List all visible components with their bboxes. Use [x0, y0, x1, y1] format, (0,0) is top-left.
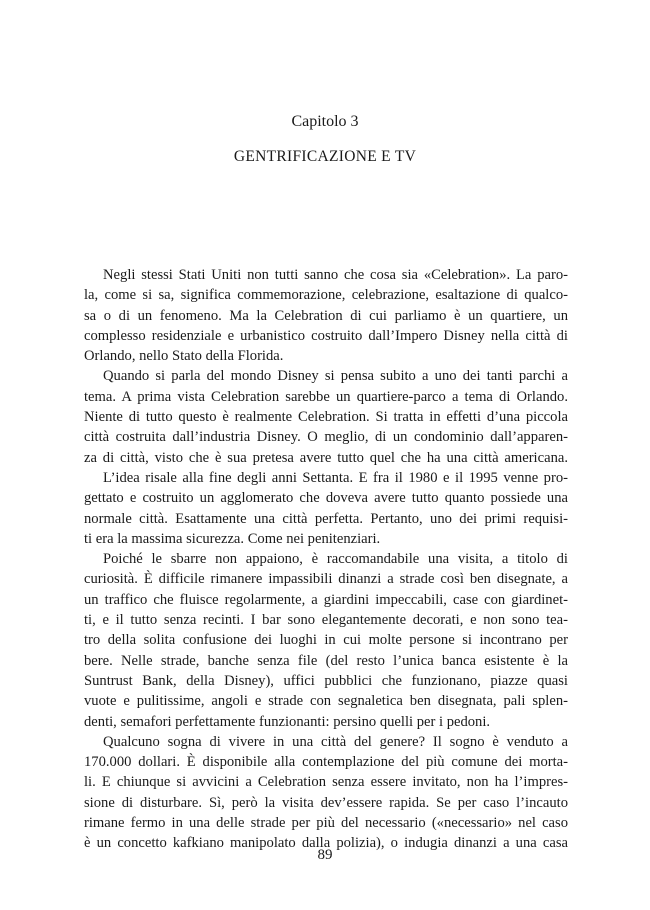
text-line: curiosità. È difficile rimanere impassibili dinanzi a strade così ben disegnate, a: [84, 571, 568, 588]
text-line: denti, semafori perfettamente funzionanti: persino quelli per i pedoni.: [84, 713, 491, 730]
text-line: ti, e il tutto senza recinti. I bar sono elegantemente decorati, e non sono tea-: [84, 612, 568, 629]
text-line: è un concetto kafkiano manipolato dalla polizia), o indugia dinanzi a una casa: [84, 835, 568, 852]
text-line: Negli stessi Stati Uniti non tutti sanno che cosa sia «Celebration». La paro-: [103, 267, 568, 283]
text-line: normale città. Esattamente una città perfetta. Pertanto, uno dei primi requisi-: [84, 510, 568, 527]
text-line: sa o di un fenomeno. Ma la Celebration di cui parliamo è un quartiere, un: [84, 307, 568, 324]
text-line: tro della solita confusione dei luoghi in cui molte persone si incontrano per: [84, 632, 568, 649]
body-text: [84, 265, 568, 854]
text-line: Niente di tutto questo è realmente Celebration. Si tratta in effetti d’una piccola: [84, 409, 568, 426]
chapter-title: GENTRIFICAZIONE E TV: [233, 148, 417, 165]
text-line: Poiché le sbarre non appaiono, è raccomandabile una visita, a titolo di: [103, 551, 568, 568]
text-line: 170.000 dollari. È disponibile alla contemplazione del più comune dei morta-: [84, 754, 568, 771]
text-line: rimane fermo in una delle strade per più del necessario («necessario» nel caso: [84, 815, 568, 832]
text-line: bere. Nelle strade, banche senza file (del resto l’unica banca esistente è la: [84, 652, 568, 669]
page-number: 89: [317, 847, 333, 863]
text-line: ti era la massima sicurezza. Come nei penitenziari.: [84, 530, 381, 547]
text-line: Qualcuno sogna di vivere in una città del genere? Il sogno è venduto a: [103, 733, 568, 750]
text-line: tema. A prima vista Celebration sarebbe un quartiere-parco a tema di Orlando.: [84, 388, 568, 405]
text-line: li. E chiunque si avvicini a Celebration senza essere invitato, non ha l’impres-: [84, 774, 568, 791]
text-line: L’idea risale alla fine degli anni Settanta. E fra il 1980 e il 1995 venne pro-: [103, 469, 568, 486]
text-line: Quando si parla del mondo Disney si pensa subito a uno dei tanti parchi a: [103, 368, 568, 385]
text-line: za di città, visto che è sua pretesa avere tutto quel che ha una città americana.: [84, 449, 568, 466]
text-line: la, come si sa, significa commemorazione, celebrazione, esaltazione di qualco-: [84, 287, 568, 304]
text-line: Suntrust Bank, della Disney), uffici pubblici che funzionano, piazze quasi: [84, 672, 568, 689]
chapter-label: Capitolo 3: [291, 113, 359, 130]
text-line: complesso residenziale e urbanistico costruito dall’Impero Disney nella città di: [84, 327, 568, 344]
text-line: città costruita dall’industria Disney. O meglio, di un condominio dall’apparen-: [84, 429, 568, 446]
text-line: vuote e pulitissime, angoli e strade con segnaletica ben disegnata, pali splen-: [84, 693, 568, 710]
text-line: Orlando, nello Stato della Florida.: [84, 348, 284, 365]
text-line: sione di disturbare. Sì, però la visita dev’essere rapida. Se per caso l’incauto: [84, 794, 568, 811]
text-line: un traffico che fluisce regolarmente, a giardini impeccabili, case con giardinet-: [84, 591, 568, 608]
text-line: gettato e costruito un agglomerato che doveva avere tutto quanto possiede una: [84, 490, 568, 507]
